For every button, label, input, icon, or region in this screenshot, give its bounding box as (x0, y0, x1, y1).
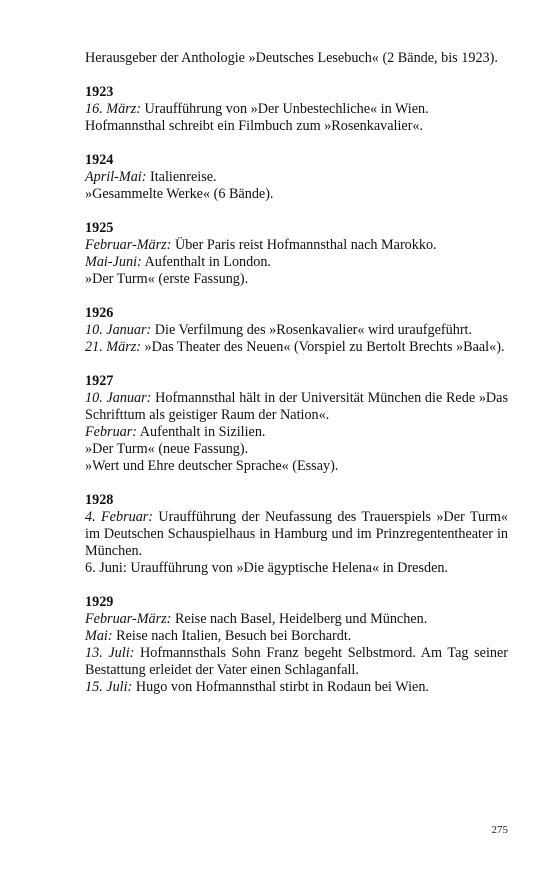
chronology-page (85, 50, 508, 713)
entry-text: Uraufführung der Neufassung des Trauerspiels »Der Turm« im Deutschen Schauspielhaus in Hamburg und im Prinzregententheater in München. (85, 509, 508, 559)
entry-text: Hofmannsthal hält in der Universität München die Rede »Das Schrifttum als geistiger Raum der Nation«. (85, 390, 509, 423)
entry-text: Hofmannsthal schreibt ein Filmbuch zum »Rosenkavalier«. (85, 118, 424, 134)
year-section (85, 305, 508, 356)
entry-text: Über Paris reist Hofmannsthal nach Marokko. (171, 237, 437, 253)
entry-date: 21. März: (85, 339, 141, 355)
year-heading: 1925 (85, 220, 114, 236)
year-section (85, 220, 508, 288)
year-section (85, 152, 508, 203)
entry-text: »Der Turm« (erste Fassung). (85, 271, 249, 287)
chronology-entry (85, 254, 508, 271)
entry-text: »Der Turm« (neue Fassung). (85, 441, 249, 457)
entry-text: Aufenthalt in London. (141, 254, 271, 270)
chronology-entry (85, 611, 508, 628)
entry-text: Reise nach Basel, Heidelberg und München. (171, 611, 428, 627)
chronology-entry (85, 322, 508, 339)
entry-text: »Wert und Ehre deutscher Sprache« (Essay). (85, 458, 339, 474)
year-heading: 1927 (85, 373, 114, 389)
chronology-entry (85, 628, 508, 645)
entry-date: 10. Januar: (85, 322, 152, 338)
entry-date: 4. Februar: (85, 509, 154, 525)
chronology-entry (85, 339, 508, 356)
chronology-entry (85, 458, 508, 475)
entry-date: Februar: (85, 424, 138, 440)
year-section (85, 373, 508, 475)
chronology-entry (85, 271, 508, 288)
entry-text: Hofmannsthals Sohn Franz begeht Selbstmord. Am Tag seiner Bestattung erleidet der Vater einen Schlaganfall. (85, 645, 508, 678)
entry-date: April-Mai: (85, 169, 147, 185)
entry-date: 15. Juli: (85, 679, 133, 695)
year-heading: 1926 (85, 305, 114, 321)
chronology-entry (85, 237, 508, 254)
entry-text: Reise nach Italien, Besuch bei Borchardt. (112, 628, 352, 644)
chronology-entry (85, 645, 508, 679)
entry-text: 6. Juni: Uraufführung von »Die ägyptische Helena« in Dresden. (85, 560, 449, 576)
year-section (85, 492, 508, 577)
year-heading: 1928 (85, 492, 114, 508)
intro-paragraph: Herausgeber der Anthologie »Deutsches Lesebuch« (2 Bände, bis 1923). (85, 50, 498, 66)
year-heading: 1929 (85, 594, 114, 610)
chronology-entry (85, 169, 508, 186)
entry-text: Hugo von Hofmannsthal stirbt in Rodaun bei Wien. (132, 679, 429, 695)
chronology-entry (85, 186, 508, 203)
entry-text: Italienreise. (146, 169, 217, 185)
year-list (85, 84, 508, 696)
entry-date: 16. März: (85, 101, 141, 117)
year-section (85, 594, 508, 696)
entry-date: Mai: (85, 628, 113, 644)
entry-date: Mai-Juni: (85, 254, 142, 270)
chronology-entry (85, 441, 508, 458)
year-heading: 1923 (85, 84, 114, 100)
chronology-entry (85, 560, 508, 577)
entry-text: »Gesammelte Werke« (6 Bände). (85, 186, 274, 202)
chronology-entry (85, 424, 508, 441)
entry-text: Uraufführung von »Der Unbestechliche« in Wien. (140, 101, 429, 117)
entry-text: Die Verfilmung des »Rosenkavalier« wird uraufgeführt. (151, 322, 473, 338)
entry-text: Aufenthalt in Sizilien. (137, 424, 266, 440)
entry-date: 10. Januar: (85, 390, 152, 406)
chronology-entry (85, 509, 508, 560)
entry-text: »Das Theater des Neuen« (Vorspiel zu Bertolt Brechts »Baal«). (140, 339, 505, 355)
chronology-entry (85, 118, 508, 135)
chronology-entry (85, 390, 508, 424)
entry-date: Februar-März: (85, 237, 172, 253)
year-heading: 1924 (85, 152, 114, 168)
entry-date: Februar-März: (85, 611, 172, 627)
page-number: 275 (491, 824, 508, 836)
chronology-entry (85, 679, 508, 696)
year-section (85, 84, 508, 135)
chronology-entry (85, 101, 508, 118)
entry-date: 13. Juli: (85, 645, 135, 661)
